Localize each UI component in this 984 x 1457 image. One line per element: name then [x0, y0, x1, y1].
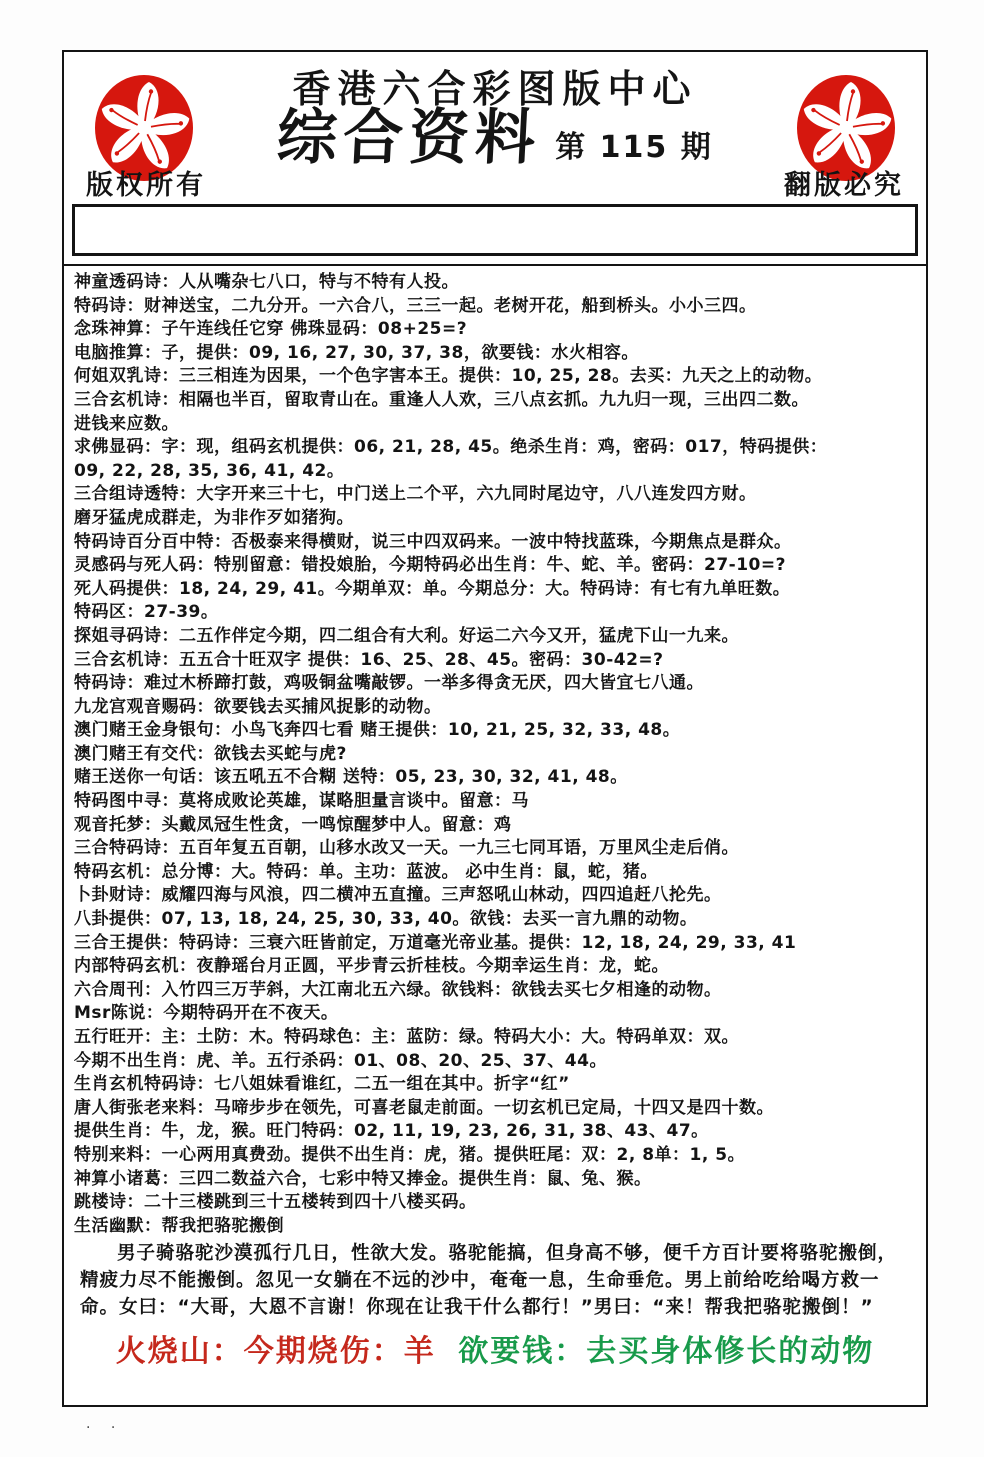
info-line: 特码诗：财神送宝，二九分开。一六合八，三三一起。老树开花，船到桥头。小小三四。 [74, 295, 757, 316]
info-line: 八卦提供：07, 13, 18, 24, 25, 30, 33, 40。欲钱：去买一言九鼎的动物。 [74, 909, 698, 930]
info-line: 三合玄机诗：五五合十旺双字 提供：16、25、28、45。密码：30-42=? [74, 649, 664, 670]
site-title: 香港六合彩图版中心 [292, 66, 698, 111]
info-line: 特码图中寻：莫将成败论英雄，谋略胆量言谈中。留意：马 [74, 791, 529, 812]
money-hint: 欲要钱：去买身体修长的动物 [458, 1334, 875, 1370]
scan-artifact-dots: · · [86, 1420, 124, 1436]
info-line: 生肖玄机特码诗：七八姐妹看谁红，二五一组在其中。折字“红” [74, 1074, 570, 1095]
info-line: 特码诗百分百中特：否极泰来得横财，说三中四双码来。一波中特找蓝珠，今期焦点是群众。 [74, 531, 792, 552]
info-line: 念珠神算：子午连线任它穿 佛珠显码：08+25=? [74, 319, 468, 340]
blank-banner-box [72, 204, 918, 256]
info-line: 三合玄机诗：相隔也半百，留取青山在。重逢人人欢，三八点玄抓。九九归一现，三出四二数。 [74, 389, 809, 410]
fire-mountain-hint: 火烧山：今期烧伤：羊 [115, 1334, 436, 1370]
info-line: 三合王提供：特码诗：三衰六旺皆前定，万道毫光帝业基。提供：12, 18, 24, 29, 33, 41 [74, 932, 797, 953]
info-line: 观音托梦：头戴凤冠生性贪，一鸣惊醒梦中人。留意：鸡 [74, 814, 512, 835]
header [64, 52, 926, 202]
page-frame [62, 50, 928, 1407]
info-line: 三合特码诗：五百年复五百朝，山移水改又一天。一九三七同耳语，万里风尘走后俏。 [74, 838, 739, 859]
issue-number: 第 115 期 [555, 130, 713, 165]
info-line: 特码诗：难过木桥蹄打鼓，鸡吸铜盆嘴敲锣。一举多得贪无厌，四大皆宜七八通。 [74, 673, 704, 694]
info-line: 求佛显码：字：现，组码玄机提供：06, 21, 28, 45。绝杀生肖：鸡，密码：017，特码提供： [74, 437, 828, 458]
info-line: 特码区：27-39。 [74, 602, 219, 623]
info-line: 磨牙猛虎成群走，为非作歹如猪狗。 [74, 507, 354, 528]
info-line: 特别来料：一心两用真费劲。提供不出生肖：虎，猪。提供旺尾：双：2, 8单：1, 5。 [74, 1144, 746, 1165]
footer-hint-line [64, 1326, 926, 1370]
info-line: 五行旺开：主：土防：木。特码球色：主：蓝防：绿。特码大小：大。特码单双：双。 [74, 1027, 739, 1047]
copyright-note: 版权所有 [86, 170, 206, 201]
info-line: 进钱来应数。 [74, 413, 179, 434]
info-line: 卜卦财诗：威耀四海与风浪，四二横冲五直撞。三声怒吼山林动，四四追赶八抡先。 [74, 885, 722, 906]
info-line: 神算小诸葛：三四二数益六合，七彩中特又捧金。提供生肖：鼠、兔、猴。 [74, 1168, 652, 1189]
info-line: 赌王送你一句话：该五吼五不合糊 送特：05, 23, 30, 32, 41, 48。 [74, 767, 628, 788]
info-line: 探姐寻码诗：二五作伴定今期，四二组合有大利。好运二六今又开，猛虎下山一九来。 [74, 625, 739, 646]
info-line: 死人码提供：18, 24, 29, 41。今期单双：单。今期总分：大。特码诗：有七有九单旺数。 [74, 578, 791, 599]
info-line: 九龙宫观音赐码：欲要钱去买捕风捉影的动物。 [74, 696, 442, 717]
info-line: 提供生肖：牛，龙，猴。旺门特码：02, 11, 19, 23, 26, 31, 38、43、47。 [74, 1121, 709, 1142]
info-line: 澳门赌王金身银句：小鸟飞奔四七看 赌王提供：10, 21, 25, 32, 33, 48。 [74, 720, 681, 741]
tips-list [64, 264, 926, 1238]
info-line: 澳门赌王有交代：欲钱去买蛇与虎? [74, 743, 347, 764]
info-line: 生活幽默：帮我把骆驼搬倒 [74, 1215, 284, 1236]
info-line: 电脑推算：子，提供：09, 16, 27, 30, 37, 38，欲要钱：水火相容。 [74, 342, 639, 363]
info-line: 神童透码诗：人从嘴杂七八口，特与不特有人投。 [74, 272, 459, 292]
anti-piracy-note: 翻版必究 [784, 170, 904, 201]
info-line: 六合周刊：入竹四三万芋斜，大江南北五六绿。欲钱料：欲钱去买七夕相逢的动物。 [74, 979, 722, 1000]
info-line: 内部特码玄机：夜静瑶台月正圆，平步青云折桂枝。今期幸运生肖：龙，蛇。 [74, 956, 669, 977]
info-line: 今期不出生肖：虎、羊。五行杀码：01、08、20、25、37、44。 [74, 1050, 607, 1071]
info-line: 灵感码与死人码：特别留意：错投娘胎，今期特码必出生肖：牛、蛇、羊。密码：27-10=? [74, 555, 786, 576]
info-line: 09, 22, 28, 35, 36, 41, 42。 [74, 460, 345, 481]
info-line: 跳楼诗：二十三楼跳到三十五楼转到四十八楼买码。 [74, 1192, 477, 1213]
info-line: 唐人街张老来料：马啼步步在领先，可喜老鼠走前面。一切玄机已定局，十四又是四十数。 [74, 1097, 774, 1118]
humor-story: 男子骑骆驼沙漠孤行几日，性欲大发。骆驼能搞，但身高不够，便千方百计要将骆驼搬倒，精疲力尽不能搬倒。忽见一女躺在不远的沙中，奄奄一息，生命垂危。男上前给吃给喝方救一命。女曰：“大哥，大恩不言谢！你现在让我干什么都行！”男曰：“来！帮我把骆驼搬倒！” [80, 1243, 898, 1319]
page-title: 综合资料 [275, 103, 544, 173]
info-line: Msr陈说：今期特码开在不夜天。 [74, 1003, 339, 1024]
info-line: 特码玄机：总分博：大。特码：单。主功：蓝波。 必中生肖：鼠，蛇，猪。 [74, 861, 658, 882]
info-line: 何姐双乳诗：三三相连为因果，一个色字害本王。提供：10, 25, 28。去买：九天之上的动物。 [74, 366, 823, 387]
info-line: 三合组诗透特：大字开来三十七，中门送上二个平，六九同时尾边守，八八连发四方财。 [74, 484, 757, 505]
